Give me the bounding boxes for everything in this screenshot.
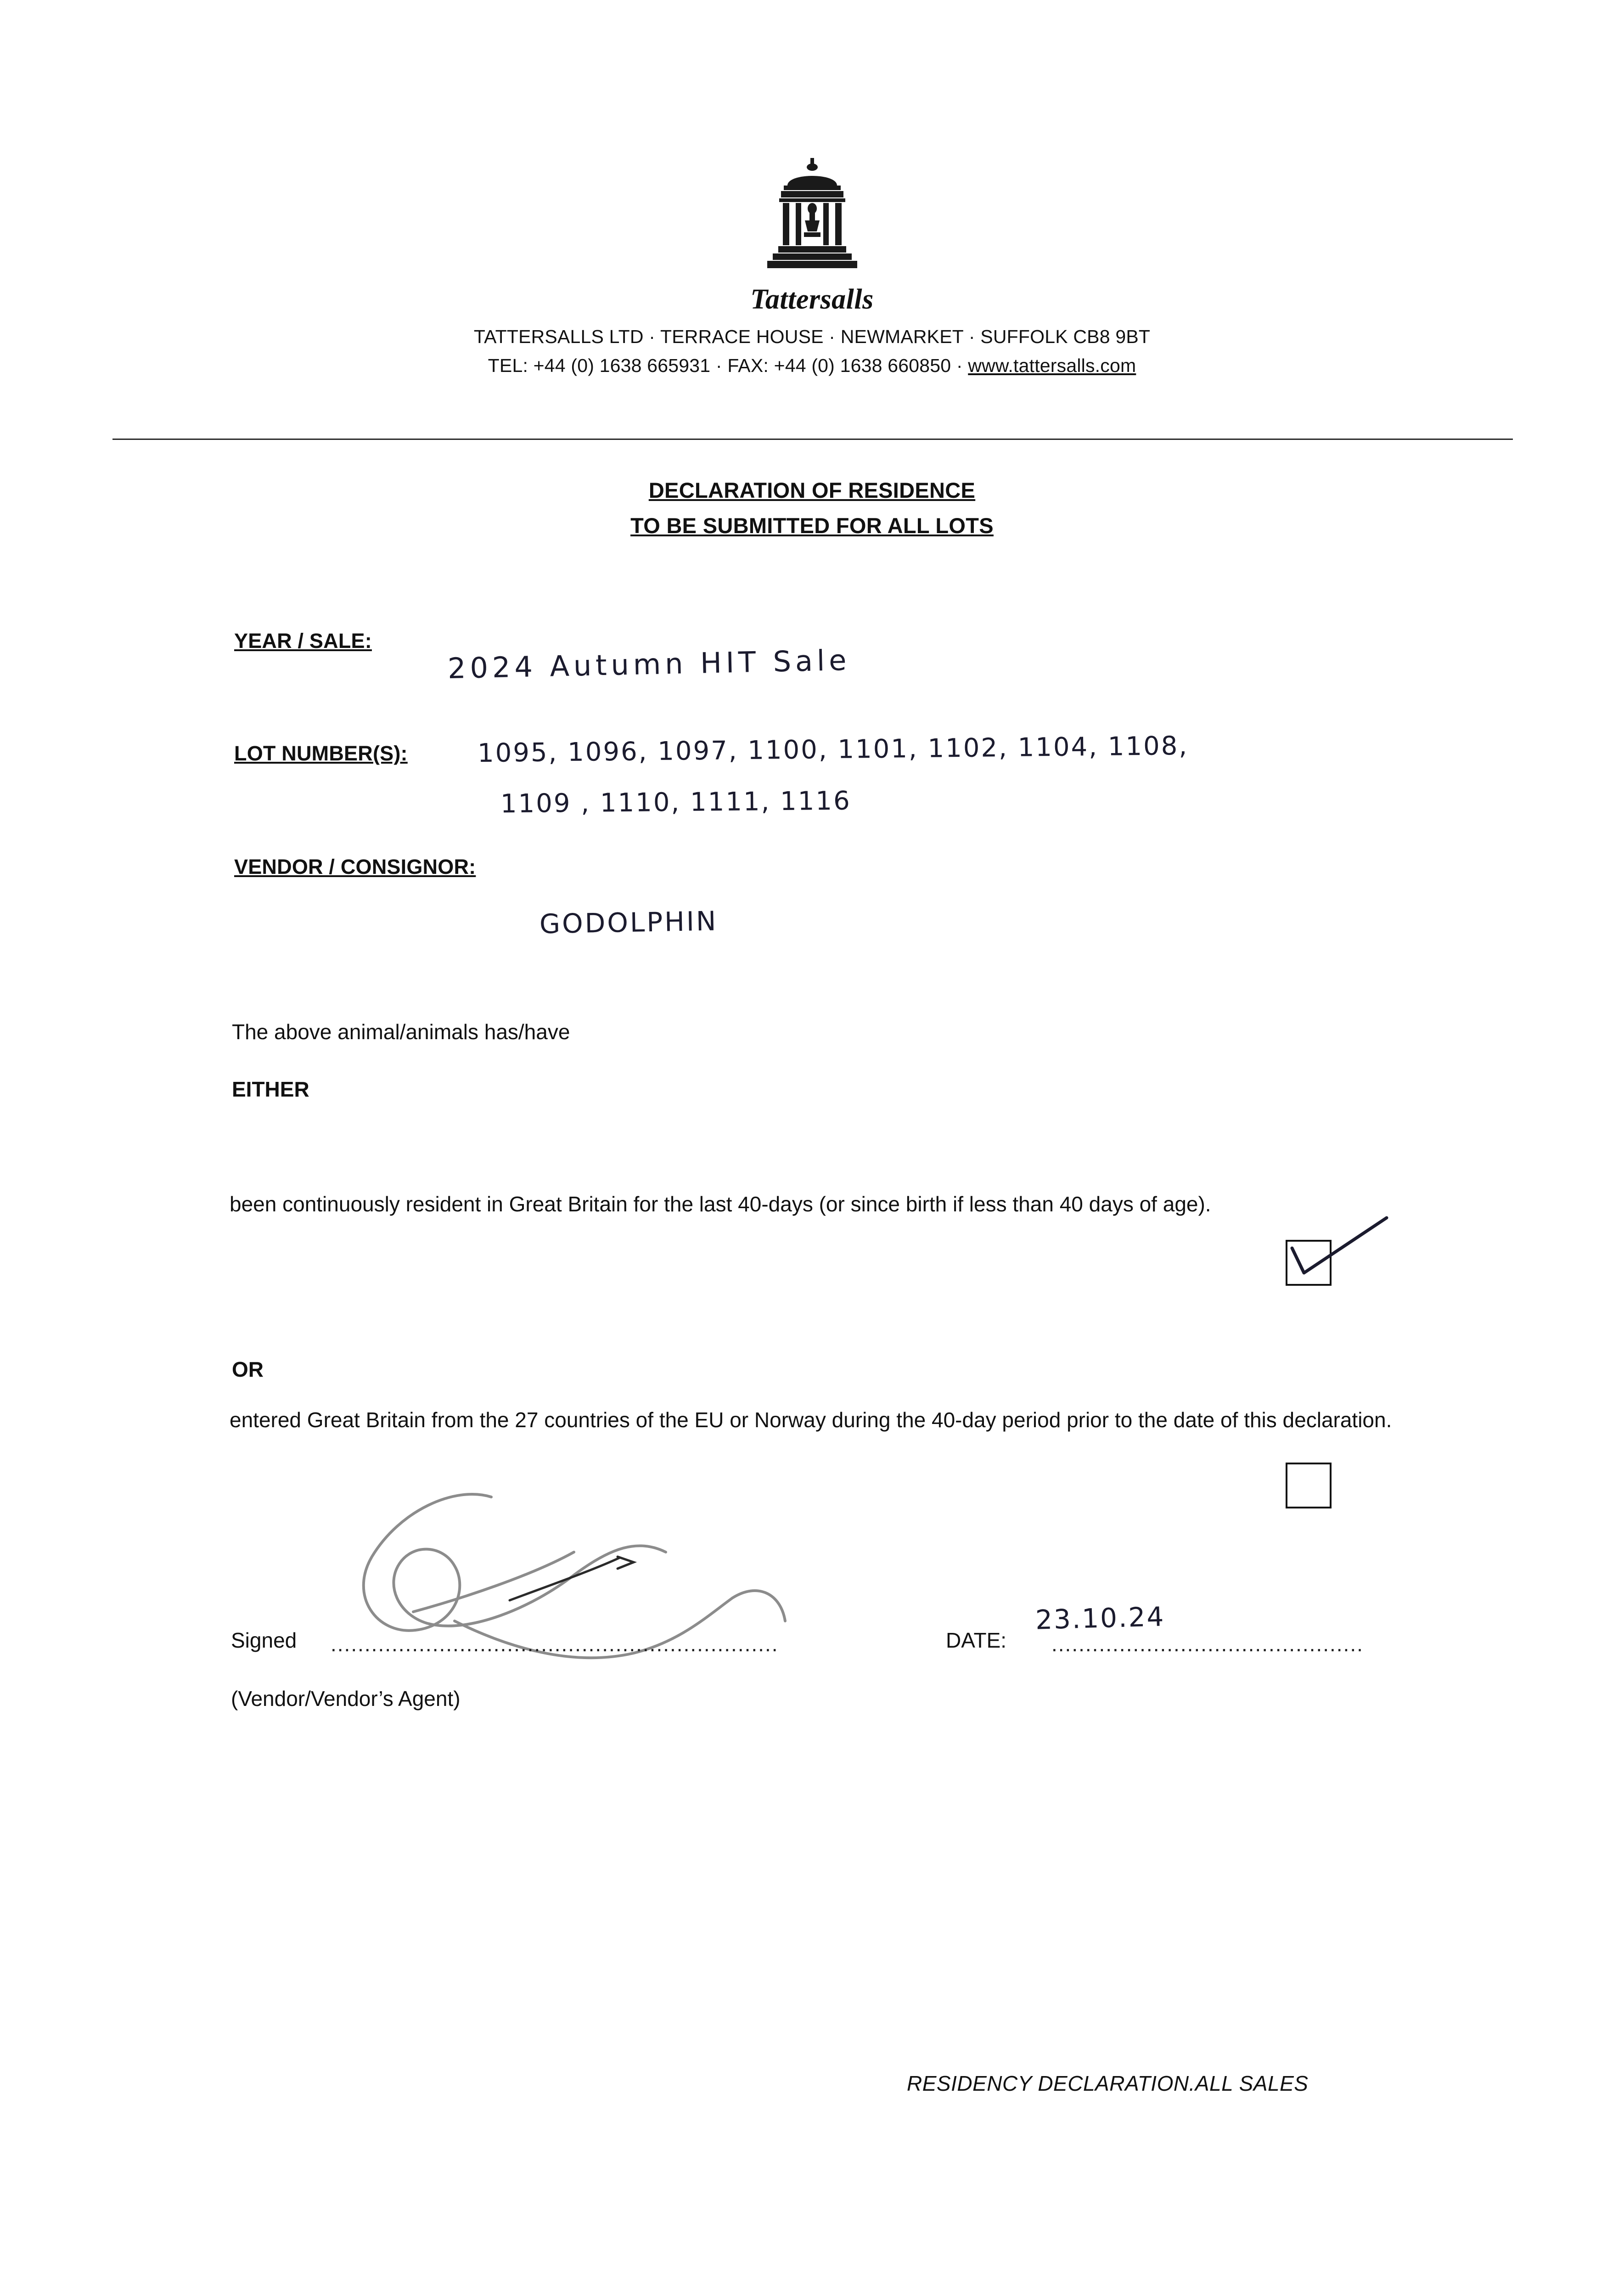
footer-note: RESIDENCY DECLARATION.ALL SALES xyxy=(907,2071,1309,2095)
either-checkbox[interactable] xyxy=(1286,1240,1332,1286)
year-sale-value: 2024 Autumn HIT Sale xyxy=(447,643,851,686)
contact-line xyxy=(0,355,1624,377)
signed-label: Signed xyxy=(231,1628,297,1652)
page-title-line1: DECLARATION OF RESIDENCE xyxy=(648,478,976,502)
tattersalls-rotunda-logo-icon xyxy=(753,156,872,282)
intro-text: The above animal/animals has/have xyxy=(232,1020,570,1044)
vendor-consignor-value: GODOLPHIN xyxy=(539,905,718,940)
either-clause-text: been continuously resident in Great Britain for the last 40-days (or since birth if less than 40 days of age). xyxy=(230,1192,1211,1216)
date-value: 23.10.24 xyxy=(1035,1601,1166,1636)
signed-line[interactable]: .................................................................. xyxy=(331,1632,779,1656)
or-label: OR xyxy=(232,1357,264,1381)
brand-name: Tattersalls xyxy=(750,284,874,315)
either-label: EITHER xyxy=(232,1077,309,1101)
website-link[interactable]: www.tattersalls.com xyxy=(968,355,1136,376)
date-line[interactable]: .............................................. xyxy=(1051,1632,1364,1656)
page-title xyxy=(0,478,1624,538)
date-label: DATE: xyxy=(946,1628,1007,1652)
lot-numbers-value-line2: 1109 , 1110, 1111, 1116 xyxy=(500,786,851,819)
or-checkbox[interactable] xyxy=(1286,1463,1332,1508)
header-divider xyxy=(112,439,1513,440)
lot-numbers-label: LOT NUMBER(S): xyxy=(234,742,408,765)
vendor-consignor-label: VENDOR / CONSIGNOR: xyxy=(234,855,476,878)
page-title-line2: TO BE SUBMITTED FOR ALL LOTS xyxy=(630,513,994,538)
year-sale-label: YEAR / SALE: xyxy=(234,629,372,653)
letterhead xyxy=(0,156,1624,377)
or-clause-text: entered Great Britain from the 27 countries of the EU or Norway during the 40-day period prior to the date of this declaration. xyxy=(230,1408,1392,1432)
contact-telfax: TEL: +44 (0) 1638 665931 · FAX: +44 (0) 1638 660850 · xyxy=(488,355,968,376)
lot-numbers-value-line1: 1095, 1096, 1097, 1100, 1101, 1102, 1104, 1108, xyxy=(477,731,1189,769)
vendor-agent-caption: (Vendor/Vendor’s Agent) xyxy=(231,1687,461,1711)
address-line: TATTERSALLS LTD · TERRACE HOUSE · NEWMARKET · SUFFOLK CB8 9BT xyxy=(473,326,1151,347)
